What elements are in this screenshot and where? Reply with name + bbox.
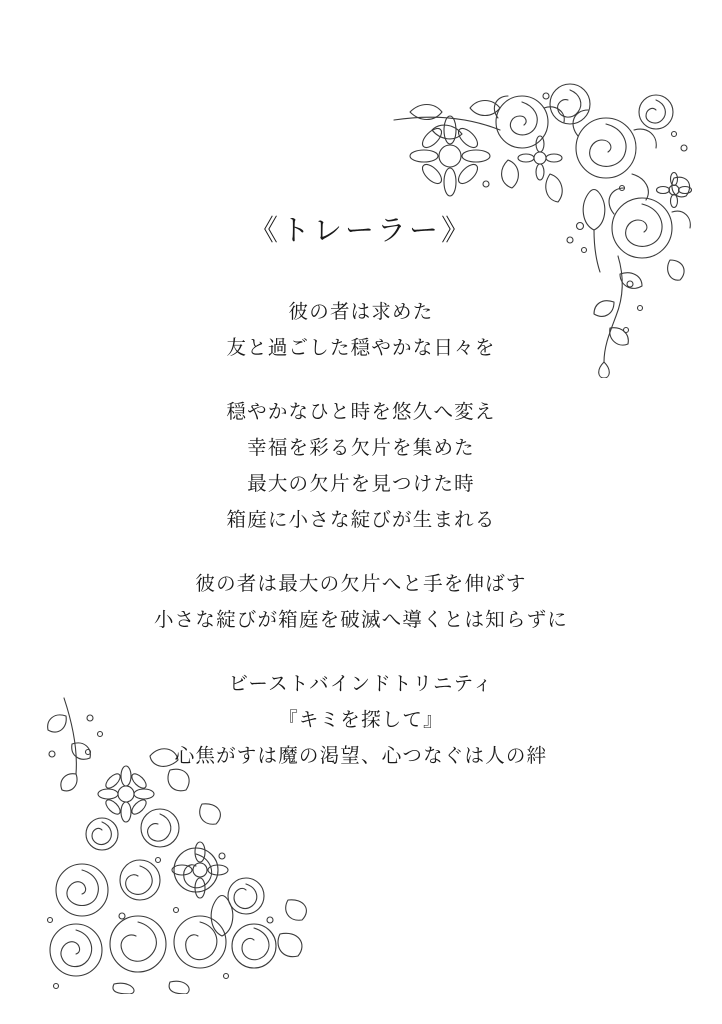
stanza-2 — [0, 395, 722, 539]
poem-line: 幸福を彩る欠片を集めた — [247, 437, 475, 459]
poem-line: 友と過ごした穏やかな日々を — [226, 337, 496, 359]
poem-line: 小さな綻びが箱庭を破滅へ導くとは知らずに — [153, 609, 568, 631]
stanza-3 — [0, 567, 722, 639]
stanza-4 — [0, 667, 722, 775]
stanza-1 — [0, 295, 722, 367]
poem-line: 『キミを探して』 — [278, 709, 444, 731]
page-title: 《トレーラー》 — [248, 215, 473, 247]
poem-line: 箱庭に小さな綻びが生まれる — [226, 509, 496, 531]
poem-line: 最大の欠片を見つけた時 — [247, 473, 475, 495]
poem-line: 心焦がすは魔の渇望、心つなぐは人の絆 — [174, 745, 548, 767]
poem-line: ビーストバインドトリニティ — [228, 673, 494, 695]
poem-line: 穏やかなひと時を悠久へ変え — [226, 401, 496, 423]
poem-line: 彼の者は求めた — [288, 301, 434, 323]
poem-line: 彼の者は最大の欠片へと手を伸ばす — [195, 573, 527, 595]
